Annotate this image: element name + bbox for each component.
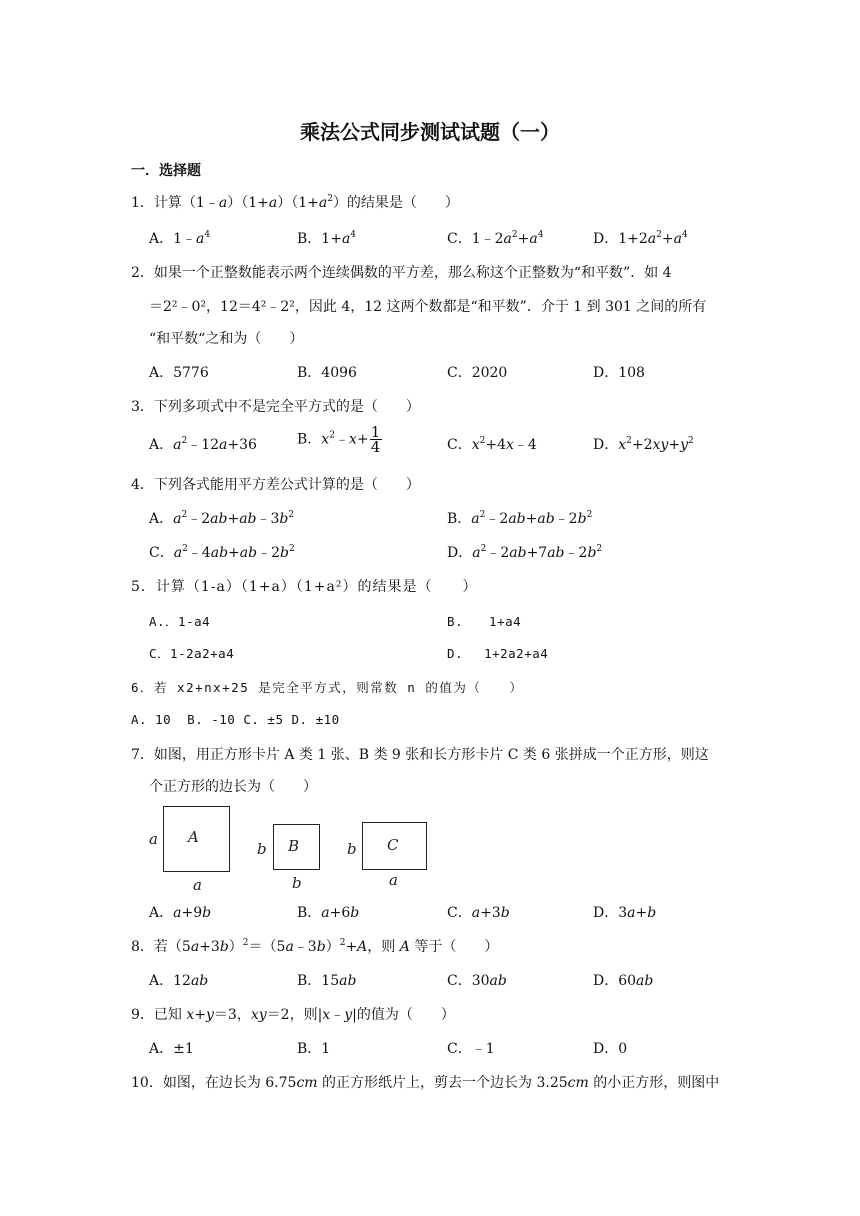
question-7-option-c[interactable]: C．a+3b — [447, 905, 510, 921]
question-4-stem: 4．下列各式能用平方差公式计算的是（ ） — [131, 477, 420, 493]
question-3-option-a[interactable]: A．$a^2﹣12a+36$ — [149, 436, 257, 453]
question-9-option-d[interactable]: D．0 — [593, 1041, 628, 1057]
question-4-option-d[interactable]: D．$a^2﹣2ab+7ab﹣2b^2$ — [447, 544, 603, 561]
question-7-option-b[interactable]: B．a+6b — [297, 905, 360, 921]
question-1-option-c[interactable]: C．$1﹣2a^2+a^4$ — [447, 230, 544, 247]
question-3-option-b[interactable]: B．$x^2﹣x+$ $\frac{1}{4}$ — [297, 423, 381, 456]
question-2-line-1: 2．如果一个正整数能表示两个连续偶数的平方差，那么称这个正整数为“和平数”．如 4 — [131, 265, 672, 281]
card-a-side-left: a — [149, 830, 158, 848]
question-2-line-3: “和平数“之和为（ ） — [149, 331, 304, 347]
question-3-option-c[interactable]: C．$x^2+4x﹣4$ — [447, 436, 537, 453]
question-4-option-b[interactable]: B．$a^2﹣2ab+ab﹣2b^2$ — [447, 510, 593, 527]
question-9-option-b[interactable]: B．1 — [297, 1041, 331, 1057]
question-6-stem: 6．若 x2+nx+25 是完全平方式，则常数 n 的值为（ ） — [131, 680, 524, 695]
question-3-stem: 3．下列多项式中不是完全平方式的是（ ） — [131, 399, 420, 415]
question-5-option-d[interactable]: D. 1+2a2+a4 — [447, 646, 549, 661]
question-5-stem: 5．计算（1-a）（1+a）（1+a²）的结果是（ ） — [131, 579, 478, 595]
fraction-one-quarter: $\frac{1}{4}$ — [370, 423, 381, 456]
question-7-option-d[interactable]: D．3a+b — [593, 905, 657, 921]
question-8-option-c[interactable]: C．30ab — [447, 973, 507, 989]
question-7-option-a[interactable]: A．a+9b — [149, 905, 212, 921]
card-b-label: B — [288, 837, 300, 855]
question-1-stem: 1．计算$(1﹣a)(1+a)(1+a^2)$的结果是（ ） — [131, 194, 459, 211]
card-a-side-bottom: a — [193, 876, 202, 894]
question-1-option-d[interactable]: D．$1+2a^2+a^4$ — [593, 230, 688, 247]
question-4-option-c[interactable]: C．$a^2﹣4ab+ab﹣2b^2$ — [149, 544, 295, 561]
question-9-stem: 9．已知 x+y＝3，xy＝2，则|x﹣y|的值为（ ） — [131, 1007, 455, 1023]
question-2-option-b[interactable]: B．4096 — [297, 365, 357, 381]
card-a-label: A — [188, 828, 199, 846]
card-b-side-left: b — [257, 840, 267, 858]
question-5-option-b[interactable]: B. 1+a4 — [447, 614, 522, 629]
question-8-option-a[interactable]: A．12ab — [149, 973, 209, 989]
card-c-label: C — [387, 836, 399, 854]
question-8-option-b[interactable]: B．15ab — [297, 973, 357, 989]
section-heading: 一．选择题 — [131, 163, 201, 179]
question-1-option-a[interactable]: A．$1﹣a^4$ — [149, 230, 211, 247]
card-c-side-left: b — [347, 840, 357, 858]
page-title: 乘法公式同步测试试题（一） — [300, 120, 560, 144]
question-7-line-2: 个正方形的边长为（ ） — [149, 779, 317, 795]
question-2-option-c[interactable]: C．2020 — [447, 365, 508, 381]
question-4-option-a[interactable]: A．$a^2﹣2ab+ab﹣3b^2$ — [149, 510, 295, 527]
question-6-options[interactable]: A. 10 B. -10 C. ±5 D. ±10 — [131, 712, 340, 727]
card-b-side-bottom: b — [292, 874, 302, 892]
question-2-option-a[interactable]: A．5776 — [149, 365, 209, 381]
question-9-option-c[interactable]: C．﹣1 — [447, 1041, 495, 1057]
question-5-option-c[interactable]: C．1-2a2+a4 — [149, 646, 235, 661]
card-c-side-bottom: a — [389, 871, 398, 889]
question-9-option-a[interactable]: A．±1 — [149, 1041, 194, 1057]
question-7-line-1: 7．如图，用正方形卡片 A 类 1 张、B 类 9 张和长方形卡片 C 类 6 张拼成一个正方形，则这 — [131, 747, 709, 763]
question-3-option-d[interactable]: D．$x^2+2xy+y^2$ — [593, 436, 694, 453]
question-2-line-2: ＝2²﹣0²，12＝4²﹣2²，因此 4，12 这两个数都是“和平数”．介于 1 到 301 之间的所有 — [149, 299, 707, 315]
question-2-option-d[interactable]: D．108 — [593, 365, 645, 381]
question-5-option-a[interactable]: A.．1-a4 — [149, 614, 211, 629]
question-8-option-d[interactable]: D．60ab — [593, 973, 654, 989]
question-10-stem: 10．如图，在边长为 6.75cm 的正方形纸片上，剪去一个边长为 3.25cm 的小正方形，则图中 — [131, 1075, 720, 1091]
question-8-stem: 8．若$(5a+3b)^2=(5a﹣3b)^2+A$，则 A 等于（ ） — [131, 938, 499, 955]
question-1-option-b[interactable]: B．$1+a^4$ — [297, 230, 357, 247]
